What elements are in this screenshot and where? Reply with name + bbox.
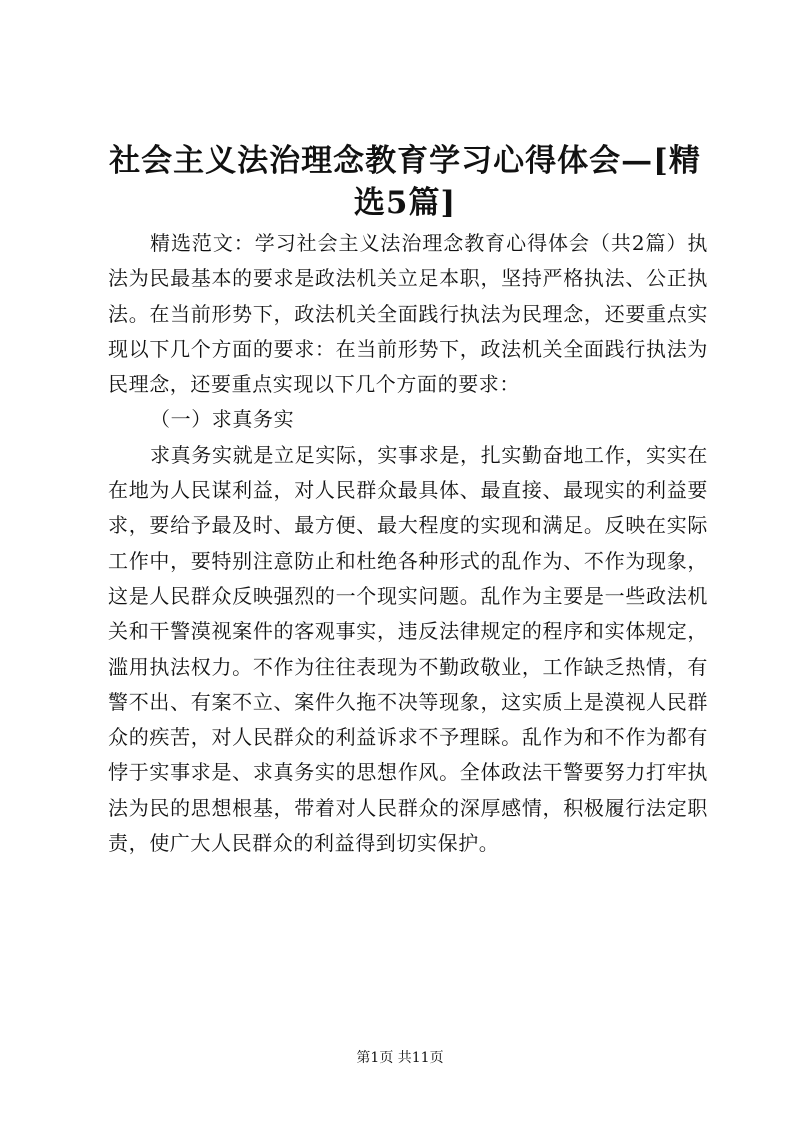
document-title: 社会主义法治理念教育学习心得体会—[精选5篇] bbox=[109, 143, 701, 221]
paragraph-intro: 精选范文：学习社会主义法治理念教育心得体会（共2篇）执法为民最基本的要求是政法机关立足本职，坚持严格执法、公正执法。在当前形势下，政法机关全面践行执法为民理念，还要重点实现以下几个方面的要求：在当前形势下，政法机关全面践行执法为民理念，还要重点实现以下几个方面的要求： bbox=[108, 231, 708, 397]
paragraph-body: 求真务实就是立足实际，实事求是，扎实勤奋地工作，实实在在地为人民谋利益，对人民群众最具体、最直接、最现实的利益要求，要给予最及时、最方便、最大程度的实现和满足。反映在实际工作中，要特别注意防止和杜绝各种形式的乱作为、不作为现象，这是人民群众反映强烈的一个现实问题。乱作为主要是一些政法机关和干警漠视案件的客观事实，违反法律规定的程序和实体规定，滥用执法权力。不作为往往表现为不勤政敬业，工作缺乏热情，有警不出、有案不立、案件久拖不决等现象，这实质上是漠视人民群众的疾苦，对人民群众的利益诉求不予理睬。乱作为和不作为都有悖于实事求是、求真务实的思想作风。全体政法干警要努力打牢执法为民的思想根基，带着对人民群众的深厚感情，积极履行法定职责，使广大人民群众的利益得到切实保护。 bbox=[108, 442, 708, 856]
page-footer: 第1页 共11页 bbox=[356, 1050, 444, 1066]
section-heading: （一）求真务实 bbox=[150, 407, 295, 432]
document-body bbox=[108, 226, 708, 861]
